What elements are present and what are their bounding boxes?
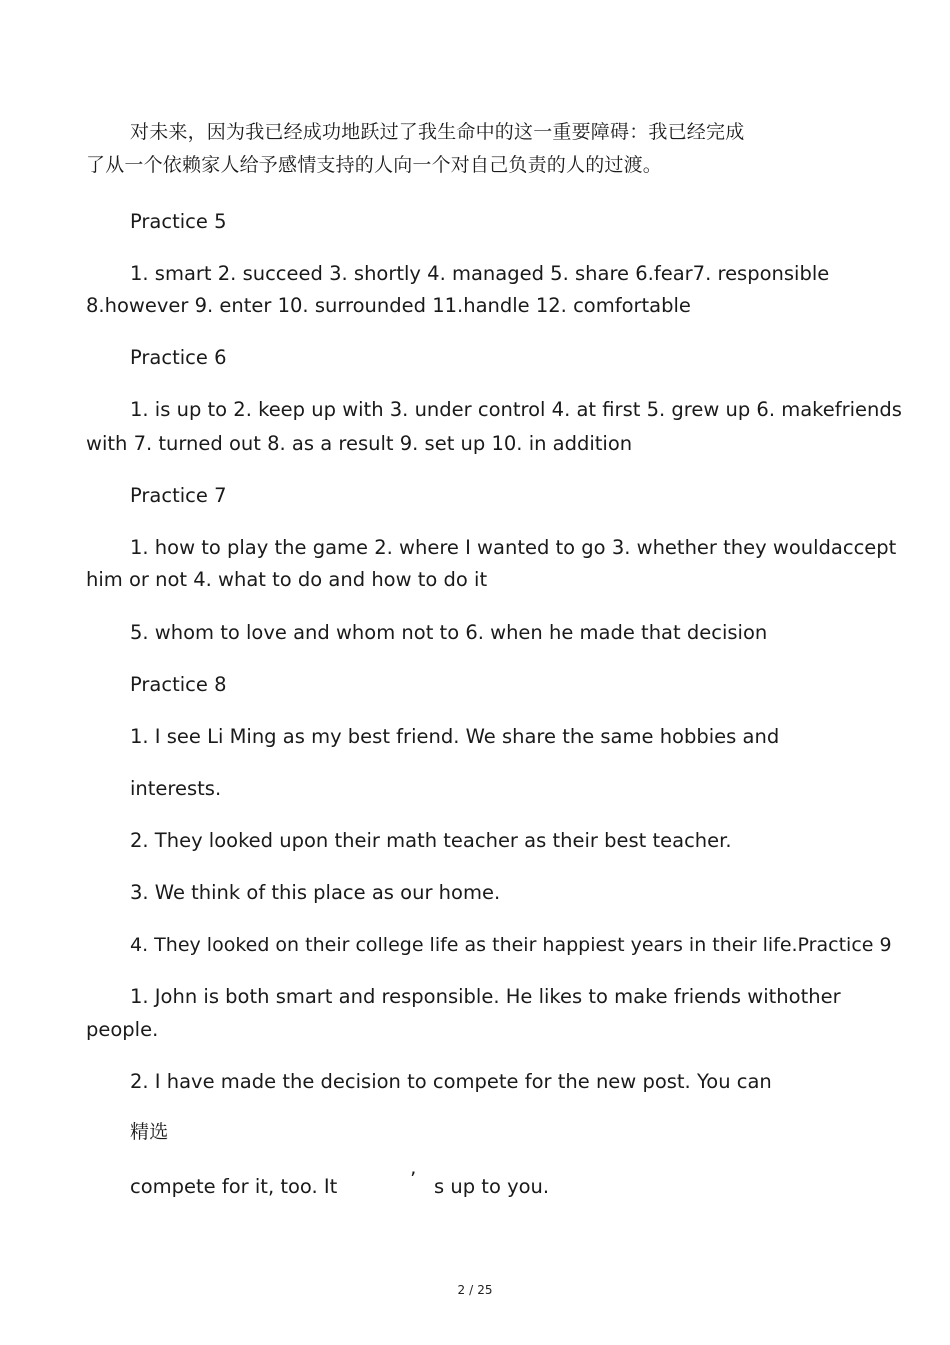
paragraph-line: s up to you.: [434, 1175, 550, 1198]
section-heading: Practice 6: [130, 346, 227, 369]
paragraph-line: interests.: [130, 777, 222, 800]
paragraph-line: him or not 4. what to do and how to do it: [86, 568, 488, 591]
paragraph-line: 2. I have made the decision to compete for the new post. You can: [130, 1070, 772, 1093]
paragraph-line: 8.however 9. enter 10. surrounded 11.handle 12. comfortable: [86, 294, 691, 317]
page-total: 25: [477, 1283, 493, 1297]
paragraph-line: 4. They looked on their college life as their happiest years in their life.Practice 9: [130, 934, 892, 956]
paragraph-line: 1. smart 2. succeed 3. shortly 4. managed 5. share 6.fear7. responsible: [130, 262, 830, 285]
paragraph-line: 1. is up to 2. keep up with 3. under control 4. at first 5. grew up 6. makefriends: [130, 398, 902, 421]
paragraph-line: 了从一个依赖家人给予感情支持的人向一个对自己负责的人的过渡。: [86, 154, 663, 176]
paragraph-line: 1. how to play the game 2. where I wanted to go 3. whether they wouldaccept: [130, 536, 897, 559]
page-current: 2: [457, 1283, 466, 1297]
paragraph-line: compete for it, too. It: [130, 1175, 338, 1198]
apostrophe-glyph: ’: [410, 1168, 417, 1191]
section-heading: Practice 8: [130, 673, 227, 696]
watermark-text: 精选: [130, 1121, 169, 1143]
paragraph-line: 1. I see Li Ming as my best friend. We share the same hobbies and: [130, 725, 780, 748]
paragraph-line: people.: [86, 1018, 159, 1041]
section-heading: Practice 5: [130, 210, 227, 233]
paragraph-line: with 7. turned out 8. as a result 9. set up 10. in addition: [86, 432, 633, 455]
paragraph-line: 5. whom to love and whom not to 6. when he made that decision: [130, 621, 768, 644]
paragraph-line: 2. They looked upon their math teacher as their best teacher.: [130, 829, 732, 852]
page-separator: /: [469, 1283, 474, 1297]
paragraph-line: 3. We think of this place as our home.: [130, 881, 501, 904]
paragraph-line: 1. John is both smart and responsible. He likes to make friends withother: [130, 985, 841, 1008]
paragraph-line: 对未来，因为我已经成功地跃过了我生命中的这一重要障碍：我已经完成: [130, 121, 745, 143]
section-heading: Practice 7: [130, 484, 227, 507]
page-number: [0, 1283, 950, 1297]
